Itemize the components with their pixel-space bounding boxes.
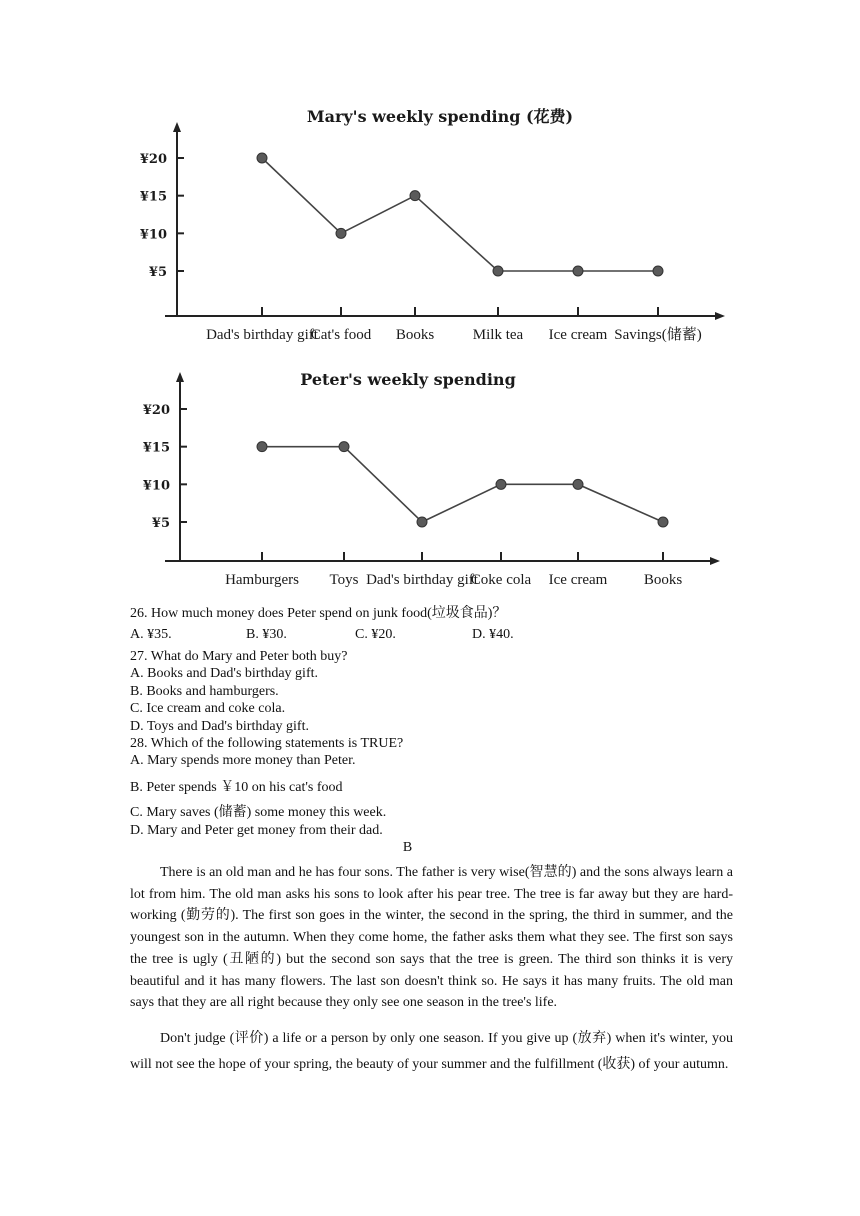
q26-option-d: D. ¥40. [472,627,514,642]
x-tick-label: Hamburgers [225,572,299,588]
y-axis-arrow [176,372,184,382]
x-tick-label: Ice cream [548,327,608,343]
question-28: 28. Which of the following statements is TRUE? [130,736,404,751]
data-point [410,191,420,201]
mary-spending-chart [0,95,860,350]
series-line [262,447,663,522]
x-tick-label: Dad's birthday gift [366,572,478,588]
x-tick-label: Savings(储蓄) [614,327,702,343]
x-tick-label: Cat's food [310,327,372,343]
x-axis-arrow [715,312,725,320]
x-tick-label: Books [395,327,435,343]
data-point [573,266,583,276]
data-point [493,266,503,276]
chart-title: Peter's weekly spending [300,370,516,389]
q26-option-a: A. ¥35. [130,627,172,642]
data-point [257,153,267,163]
y-tick-label: ¥15 [142,440,170,456]
y-tick-label: ¥20 [142,403,170,418]
y-tick-label: ¥5 [148,265,167,280]
question-27: 27. What do Mary and Peter both buy? [130,649,348,664]
peter-spending-chart [0,360,860,595]
data-point [417,517,427,527]
x-tick-label: Dad's birthday gift [206,327,318,343]
data-point [573,479,583,489]
passage-paragraph-2: Don't judge (评价) a life or a person by only one season. If you give up (放弃) when it's winter, you will not see the hope of your spring, the beauty of your summer and the fulfillment (收获) of your autumn. [130,1031,733,1072]
x-tick-label: Milk tea [472,327,524,343]
q28-option-c: C. Mary saves (储蓄) some money this week. [130,805,387,820]
data-point [257,442,267,452]
x-axis-arrow [710,557,720,565]
y-tick-label: ¥20 [139,152,167,167]
question-26: 26. How much money does Peter spend on junk food(垃圾食品)？ [130,606,507,621]
section-heading: B [402,840,413,855]
series-line [262,158,658,271]
q27-option-c: C. Ice cream and coke cola. [130,701,286,716]
x-tick-label: Books [643,572,683,588]
q27-option-b: B. Books and hamburgers. [130,684,279,699]
x-tick-label: Coke cola [470,572,532,588]
x-tick-label: Toys [329,572,359,588]
q28-option-a: A. Mary spends more money than Peter. [130,753,356,768]
data-point [658,517,668,527]
y-tick-label: ¥15 [139,189,167,205]
y-tick-label: ¥5 [151,516,170,531]
y-tick-label: ¥10 [142,478,170,494]
data-point [653,266,663,276]
y-axis-arrow [173,122,181,132]
passage-paragraph-1: There is an old man and he has four sons. The father is very wise(智慧的) and the sons always learn a lot from him. The old man asks his sons to look after his pear tree. The tree is far away but they are hard-working (勤劳的). The first son goes in the winter, the second in the spring, the third in summer, and the youngest son in the autumn. When they come home, the father asks them what they see. The first son says the tree is ugly (丑陋的) but the second son says that the tree is green. The third son thinks it is very beautiful and it has many flowers. The last son doesn't think so. He says it has many fruits. The old man says that they are all right because they only see one season in the tree's life. [130,865,733,1011]
data-point [496,479,506,489]
chart-title: Mary's weekly spending (花费) [306,107,574,126]
q27-option-d: D. Toys and Dad's birthday gift. [130,719,309,734]
q28-option-d: D. Mary and Peter get money from their dad. [130,823,383,838]
y-tick-label: ¥10 [139,227,167,243]
q28-option-b: B. Peter spends ￥10 on his cat's food [130,780,343,795]
q26-option-b: B. ¥30. [246,627,287,642]
data-point [336,228,346,238]
data-point [339,442,349,452]
q26-option-c: C. ¥20. [355,627,396,642]
q27-option-a: A. Books and Dad's birthday gift. [130,666,319,681]
x-tick-label: Ice cream [548,572,608,588]
